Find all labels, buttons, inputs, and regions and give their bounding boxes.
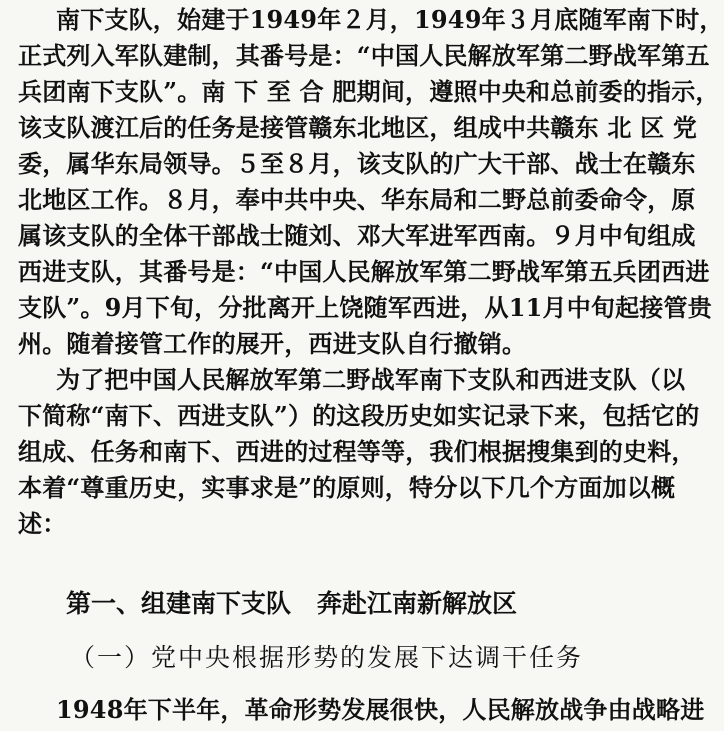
paragraph-2-line-5: 述： [18,509,67,538]
paragraph-1-line-7: 属该支队的全体干部战士随刘、邓大军进军西南。９月中旬组成 [18,221,696,250]
section-heading [66,586,517,622]
paragraph-2-line-4: 本着“尊重历史，实事求是”的原则，特分以下几个方面加以概 [18,473,676,502]
subsection-heading: （一）党中央根据形势的发展下达调干任务 [70,643,584,672]
paragraph-2-line-2: 下简称“南下、西进支队”）的这段历史如实记录下来，包括它的 [18,401,700,430]
paragraph-1-line-2: 正式列入军队建制，其番号是：“中国人民解放军第二野战军第五 [18,41,710,70]
paragraph-1-line-9: 支队”。9月下旬，分批离开上饶随军西进，从11月中旬起接管贵 [18,293,712,322]
section-heading-part-1: 第一、组建南下支队 [66,589,292,618]
paragraph-1-line-1: 南下支队，始建于1949年２月，1949年３月底随军南下时， [56,5,724,34]
paragraph-3-line-1: 1948年下半年，革命形势发展很快，人民解放战争由战略进 [56,695,705,724]
paragraph-1-line-5: 委，属华东局领导。５至８月，该支队的广大干部、战士在赣东 [18,149,696,178]
paragraph-2-line-1: 为了把中国人民解放军第二野战军南下支队和西进支队（以 [56,365,686,394]
paragraph-2-line-3: 组成、任务和南下、西进的过程等等，我们根据搜集到的史料， [18,437,696,466]
paragraph-1-line-8: 西进支队，其番号是：“中国人民解放军第二野战军第五兵团西进 [18,257,710,286]
paragraph-1-line-6: 北地区工作。８月，奉中共中央、华东局和二野总前委命令，原 [18,185,696,214]
section-heading-part-2: 奔赴江南新解放区 [317,589,518,618]
paragraph-1-line-4: 该支队渡江后的任务是接管赣东北地区，组成中共赣东 北 区 党 [18,113,698,142]
paragraph-1-line-10: 州。随着接管工作的展开，西进支队自行撤销。 [18,329,527,358]
paragraph-1-line-3: 兵团南下支队”。南 下 至 合 肥期间，遵照中央和总前委的指示， [18,77,720,106]
